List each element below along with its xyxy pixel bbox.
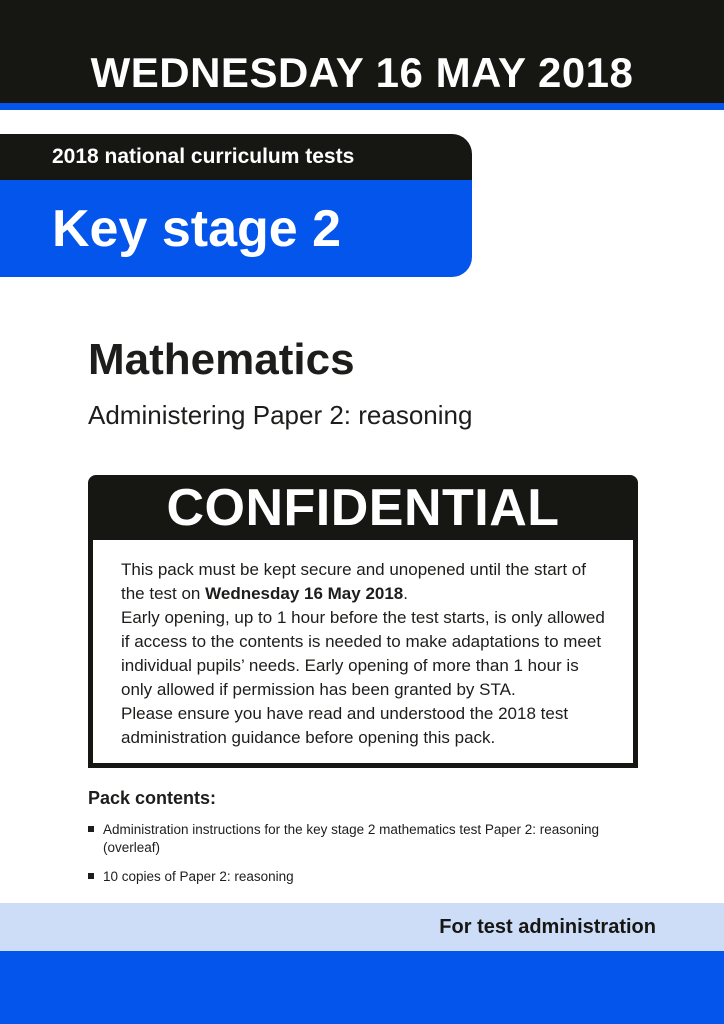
footer-audience-label: For test administration [439, 915, 656, 938]
confidential-box [88, 475, 638, 768]
key-stage-label: Key stage 2 [52, 199, 342, 258]
test-date-inline: Wednesday 16 May 2018 [205, 584, 404, 603]
confidential-paragraph-1 [121, 558, 605, 606]
square-bullet-icon [88, 826, 94, 832]
footer-audience-bar [0, 903, 724, 951]
key-stage-banner [0, 180, 472, 277]
date-banner [0, 0, 724, 103]
confidential-body [88, 540, 638, 768]
pack-contents-list [88, 821, 648, 887]
square-bullet-icon [88, 873, 94, 879]
subject-title: Mathematics [88, 335, 355, 384]
confidential-title: CONFIDENTIAL [166, 478, 560, 537]
paragraph-text: . [403, 584, 408, 603]
list-item [88, 868, 648, 886]
paragraph-text: This pack must be kept secure and unopened until the start of the test on [121, 560, 586, 603]
list-item [88, 821, 648, 857]
list-item-text: Administration instructions for the key stage 2 mathematics test Paper 2: reasoning (overleaf) [103, 822, 599, 856]
footer-blue-bar [0, 951, 724, 1024]
test-date: WEDNESDAY 16 MAY 2018 [90, 49, 634, 96]
list-item-text: 10 copies of Paper 2: reasoning [103, 869, 294, 885]
subject-subtitle: Administering Paper 2: reasoning [88, 400, 473, 430]
curriculum-tests-tab [0, 134, 472, 180]
blue-stripe-divider [0, 103, 724, 110]
confidential-paragraph-3: Please ensure you have read and understood the 2018 test administration guidance before opening this pack. [121, 704, 569, 747]
curriculum-tests-label: 2018 national curriculum tests [52, 145, 355, 168]
pack-contents-section [88, 788, 648, 898]
confidential-header [88, 475, 638, 540]
pack-contents-heading: Pack contents: [88, 788, 217, 808]
confidential-paragraph-2: Early opening, up to 1 hour before the test starts, is only allowed if access to the contents is needed to make adaptations to meet individual pupils’ needs. Early opening of more than 1 hour is only allowed if permission has been granted by STA. [121, 608, 605, 699]
